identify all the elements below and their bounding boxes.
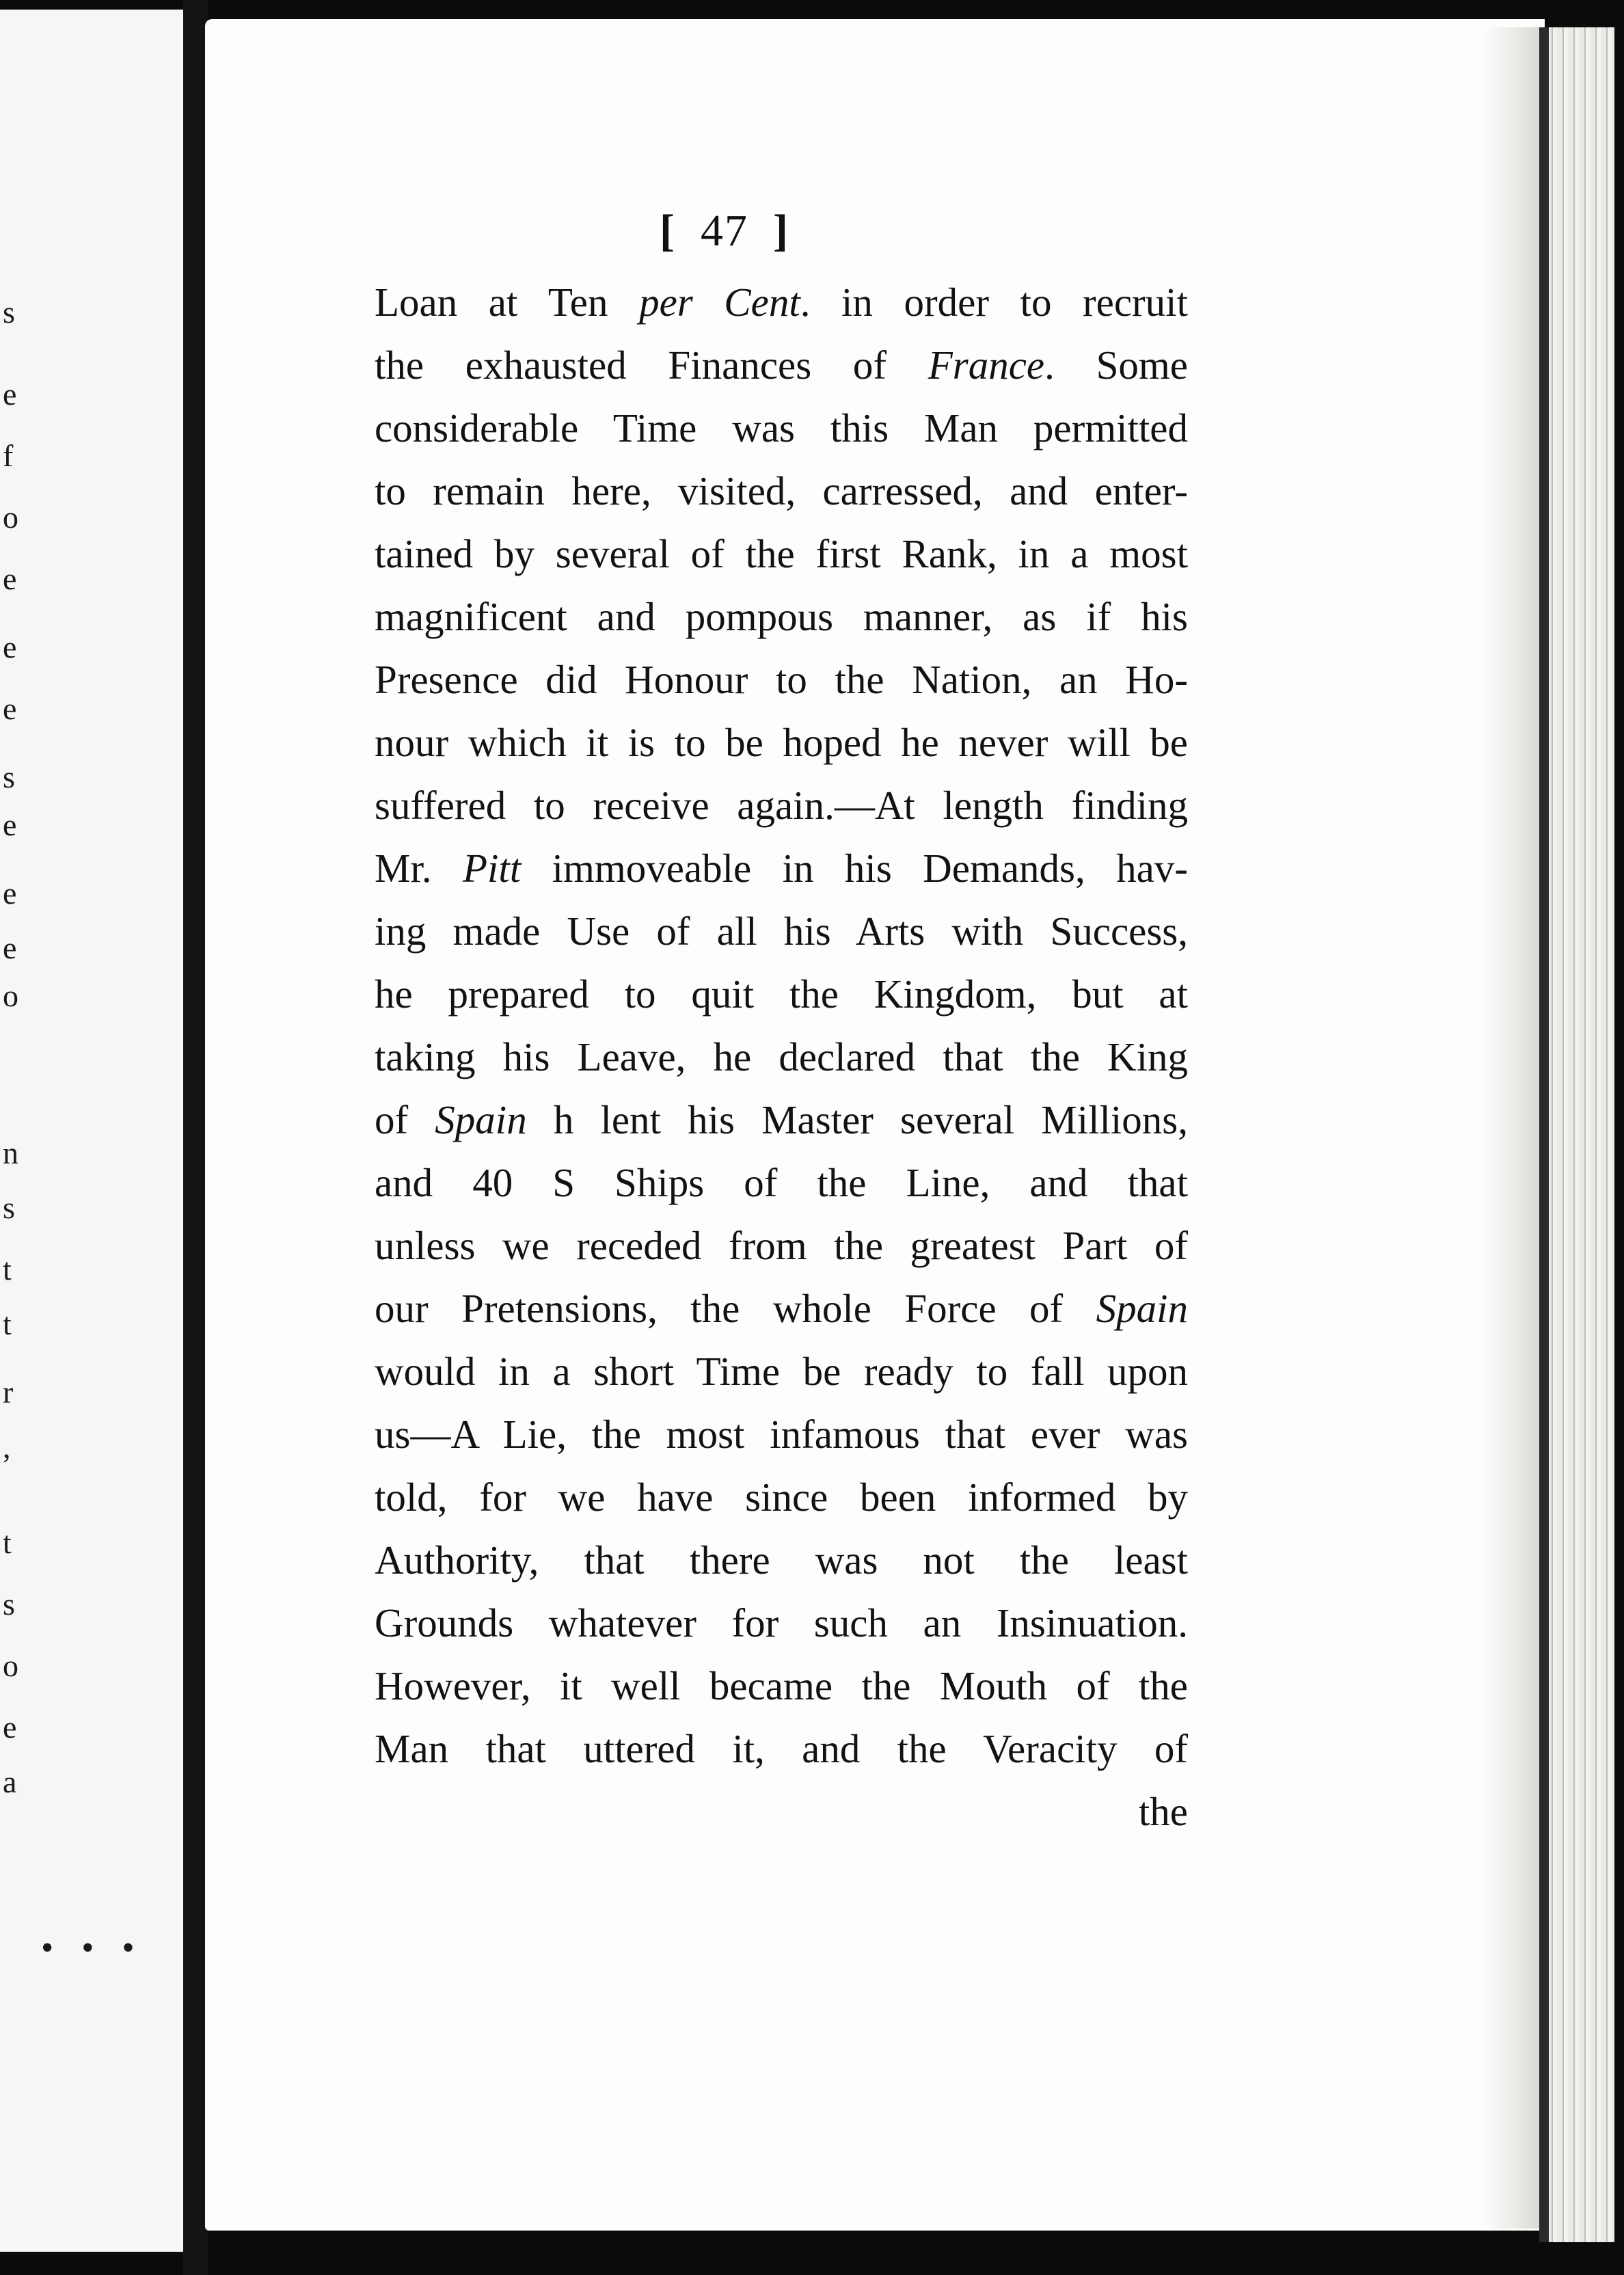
text-segment: and 40 S Ships of the Line, and that: [375, 1160, 1188, 1205]
text-segment: However, it well became the Mouth of the: [375, 1663, 1188, 1708]
text-segment: Loan at Ten: [375, 280, 640, 325]
text-segment: Authority, that there was not the least: [375, 1537, 1188, 1583]
previous-page-letter-fragment: o: [3, 1648, 18, 1683]
paper-damage-spot: [745, 96, 854, 171]
text-line: [375, 459, 1188, 522]
italic-text: Spain: [435, 1097, 527, 1142]
page-number: 47: [700, 206, 748, 256]
previous-page-letter-fragment: e: [3, 377, 17, 412]
previous-page-dots: • • •: [41, 1928, 144, 1967]
previous-page-letter-fragment: e: [3, 630, 17, 664]
page-number-close-bracket: ]: [772, 206, 789, 256]
text-segment: unless we receded from the greatest Part of: [375, 1223, 1188, 1268]
text-segment: nour which it is to be hoped he never will be: [375, 720, 1188, 765]
text-line: [375, 396, 1188, 459]
previous-page-letter-fragment: ,: [3, 1429, 11, 1464]
text-segment: to remain here, visited, carressed, and enter-: [375, 468, 1188, 513]
text-line: [375, 1025, 1188, 1088]
page-number-open-bracket: [: [660, 206, 676, 256]
page-number-header: [660, 205, 789, 257]
text-segment: . in order to recruit: [800, 280, 1188, 325]
text-line: [375, 1717, 1188, 1780]
text-segment: considerable Time was this Man permitted: [375, 405, 1188, 450]
previous-page-letter-fragment: e: [3, 1710, 17, 1745]
previous-page-letter-fragment: r: [3, 1375, 14, 1410]
text-line: [375, 962, 1188, 1025]
text-line: [375, 1088, 1188, 1151]
text-segment: our Pretensions, the whole Force of: [375, 1286, 1096, 1331]
text-line: [375, 711, 1188, 774]
text-line: [375, 1151, 1188, 1214]
text-segment: he prepared to quit the Kingdom, but at: [375, 971, 1188, 1017]
previous-page-letter-fragment: e: [3, 930, 17, 965]
body-text: [375, 271, 1188, 1843]
text-line: [375, 334, 1188, 396]
text-line: [375, 1403, 1188, 1466]
text-segment: Man that uttered it, and the Veracity of: [375, 1726, 1188, 1771]
text-line: [375, 1466, 1188, 1529]
italic-text: Pitt: [463, 846, 522, 891]
previous-page-letter-fragment: s: [3, 759, 15, 794]
text-segment: immoveable in his Demands, hav-: [521, 846, 1188, 891]
catchword: the: [1138, 1789, 1188, 1834]
book-gutter: [183, 0, 208, 2275]
italic-text: per Cent: [639, 280, 800, 325]
text-segment: . Some: [1044, 342, 1188, 388]
italic-text: France: [928, 342, 1045, 388]
previous-page-letter-fragment: f: [3, 438, 14, 473]
text-line: [375, 774, 1188, 837]
text-line: [375, 271, 1188, 334]
text-segment: Grounds whatever for such an Insinuation.: [375, 1600, 1188, 1645]
text-segment: the exhausted Finances of: [375, 342, 928, 388]
previous-page-letter-fragment: e: [3, 876, 17, 911]
text-line: [375, 648, 1188, 711]
text-segment: ing made Use of all his Arts with Success,: [375, 908, 1188, 954]
page-stack-edges: [1546, 27, 1614, 2242]
text-segment: told, for we have since been informed by: [375, 1475, 1188, 1520]
text-segment: us—A Lie, the most infamous that ever was: [375, 1412, 1188, 1457]
previous-page-letter-fragment: s: [3, 1587, 15, 1621]
text-line: [375, 1214, 1188, 1277]
previous-page-letter-fragment: o: [3, 500, 18, 535]
text-segment: Mr.: [375, 846, 463, 891]
text-line: [375, 837, 1188, 900]
text-line: [375, 1340, 1188, 1403]
text-line: [375, 522, 1188, 585]
text-segment: taking his Leave, he declared that the King: [375, 1034, 1188, 1079]
previous-page-letter-fragment: t: [3, 1525, 12, 1560]
text-segment: magnificent and pompous manner, as if his: [375, 594, 1188, 639]
text-line: [375, 1591, 1188, 1654]
previous-page-letter-fragment: t: [3, 1306, 12, 1341]
previous-page-letter-fragment: e: [3, 691, 17, 726]
text-segment: suffered to receive again.—At length finding: [375, 783, 1188, 828]
previous-page-letter-fragment: e: [3, 807, 17, 842]
text-line: [375, 1529, 1188, 1591]
previous-page-letter-fragment: e: [3, 561, 17, 596]
previous-page-letter-fragment: n: [3, 1135, 18, 1170]
text-line: [375, 585, 1188, 648]
text-segment: would in a short Time be ready to fall upon: [375, 1349, 1188, 1394]
previous-page-letter-fragment: o: [3, 978, 18, 1013]
text-segment: of: [375, 1097, 435, 1142]
previous-page-letter-fragment: s: [3, 295, 15, 329]
previous-page-letter-fragment: s: [3, 1190, 15, 1225]
text-line: [375, 1654, 1188, 1717]
previous-page-letter-fragment: t: [3, 1252, 12, 1287]
previous-page-edge: [0, 10, 185, 2252]
italic-text: Spain: [1096, 1286, 1188, 1331]
previous-page-letter-fragment: a: [3, 1764, 17, 1799]
text-segment: tained by several of the first Rank, in a most: [375, 531, 1188, 576]
text-segment: h lent his Master several Millions,: [526, 1097, 1188, 1142]
text-line: [375, 900, 1188, 962]
text-line: [375, 1277, 1188, 1340]
text-segment: Presence did Honour to the Nation, an Ho-: [375, 657, 1188, 702]
